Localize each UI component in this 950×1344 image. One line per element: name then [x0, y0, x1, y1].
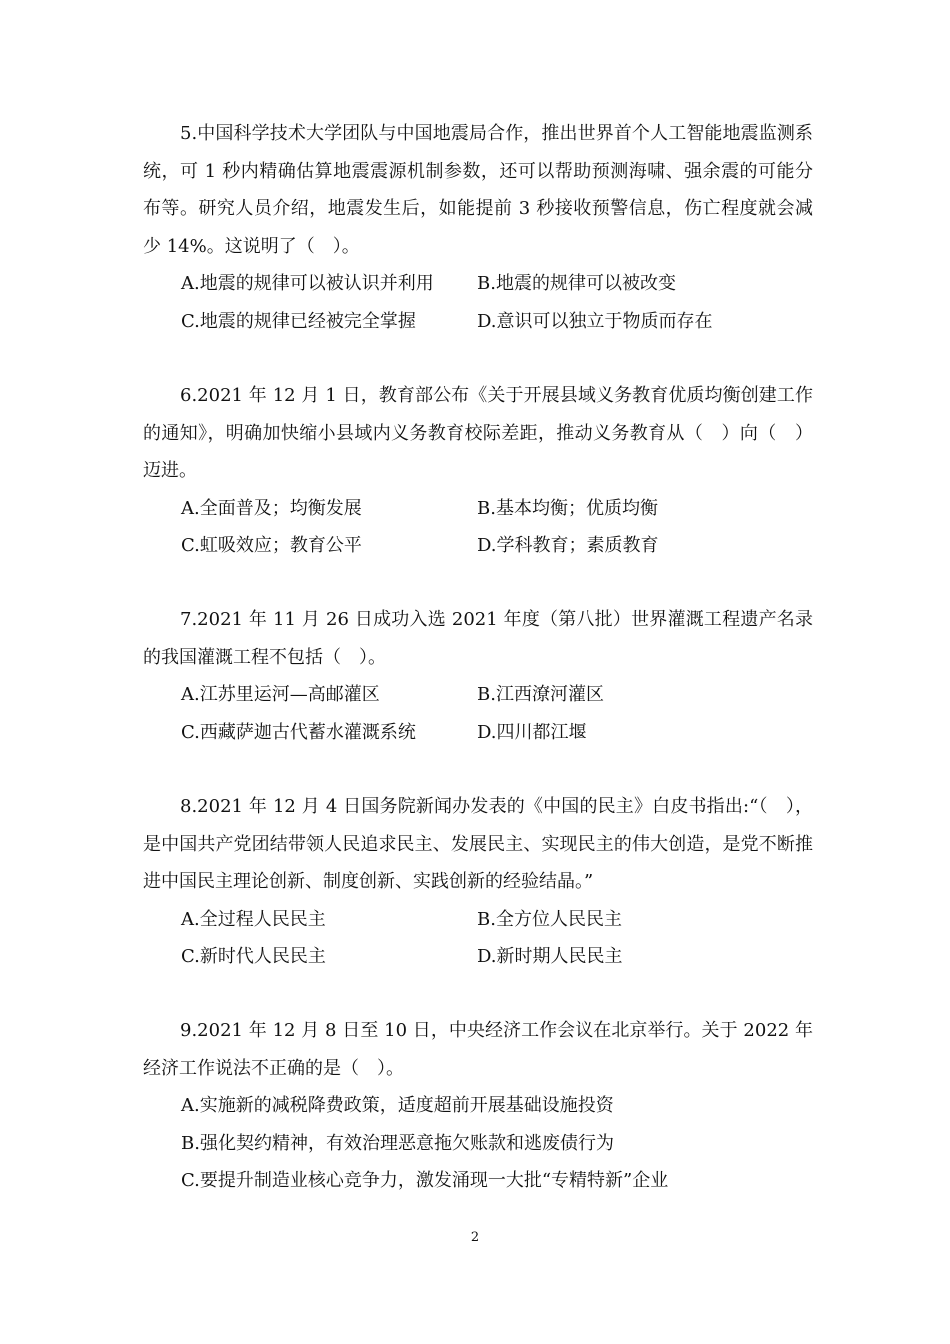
- option-b: B.强化契约精神，有效治理恶意拖欠账款和逃废债行为: [181, 1132, 614, 1154]
- options: [143, 901, 813, 976]
- question-7: [143, 601, 813, 751]
- option-a: A.江苏里运河—高邮灌区: [181, 684, 380, 705]
- options: [143, 676, 813, 751]
- question-stem: 8.2021 年 12 月 4 日国务院新闻办发表的《中国的民主》白皮书指出:“（ ），是中国共产党团结带领人民追求民主、发展民主、实现民主的伟大创造，是党不断推进中国民主理论创新、制度创新、实践创新的经验结晶。”: [143, 796, 813, 892]
- option-a: A.地震的规律可以被认识并利用: [181, 273, 434, 294]
- option-c: C.西藏萨迦古代蓄水灌溉系统: [181, 721, 416, 743]
- options: [143, 1087, 813, 1200]
- option-c: C.新时代人民民主: [181, 946, 326, 967]
- option-b: B.全方位人民民主: [477, 908, 622, 930]
- option-b: B.江西潦河灌区: [477, 684, 604, 705]
- question-stem: 9.2021 年 12 月 8 日至 10 日，中央经济工作会议在北京举行。关于 2022 年经济工作说法不正确的是（ ）。: [143, 1020, 813, 1079]
- option-c: C.要提升制造业核心竞争力，激发涌现一大批“专精特新”企业: [181, 1170, 669, 1191]
- options: [143, 490, 813, 565]
- question-stem: 7.2021 年 11 月 26 日成功入选 2021 年度（第八批）世界灌溉工程遗产名录的我国灌溉工程不包括（ ）。: [143, 609, 813, 668]
- option-b: B.基本均衡；优质均衡: [477, 497, 658, 519]
- option-a: A.全面普及；均衡发展: [181, 497, 362, 519]
- option-d: D.学科教育；素质教育: [477, 535, 659, 556]
- question-stem: 5.中国科学技术大学团队与中国地震局合作，推出世界首个人工智能地震监测系统，可 1 秒内精确估算地震震源机制参数，还可以帮助预测海啸、强余震的可能分布等。研究人员介绍，地震发生后，如能提前 3 秒接收预警信息，伤亡程度就会减少 14%。这说明了（ ）。: [143, 123, 813, 257]
- option-d: D.意识可以独立于物质而存在: [477, 310, 713, 332]
- option-a: A.实施新的减税降费政策，适度超前开展基础设施投资: [181, 1095, 614, 1116]
- question-5: [143, 115, 813, 340]
- option-a: A.全过程人民民主: [181, 908, 326, 930]
- options: [143, 265, 813, 340]
- question-8: [143, 788, 813, 976]
- question-stem: 6.2021 年 12 月 1 日，教育部公布《关于开展县域义务教育优质均衡创建工作的通知》，明确加快缩小县域内义务教育校际差距，推动义务教育从（ ）向（ ）迈进。: [143, 385, 813, 481]
- option-d: D.四川都江堰: [477, 721, 587, 743]
- option-c: C.虹吸效应；教育公平: [181, 535, 362, 556]
- page-number: 2: [470, 1230, 480, 1245]
- question-6: [143, 377, 813, 565]
- question-9: [143, 1012, 813, 1200]
- option-b: B.地震的规律可以被改变: [477, 273, 676, 294]
- option-c: C.地震的规律已经被完全掌握: [181, 310, 416, 332]
- option-d: D.新时期人民民主: [477, 946, 623, 967]
